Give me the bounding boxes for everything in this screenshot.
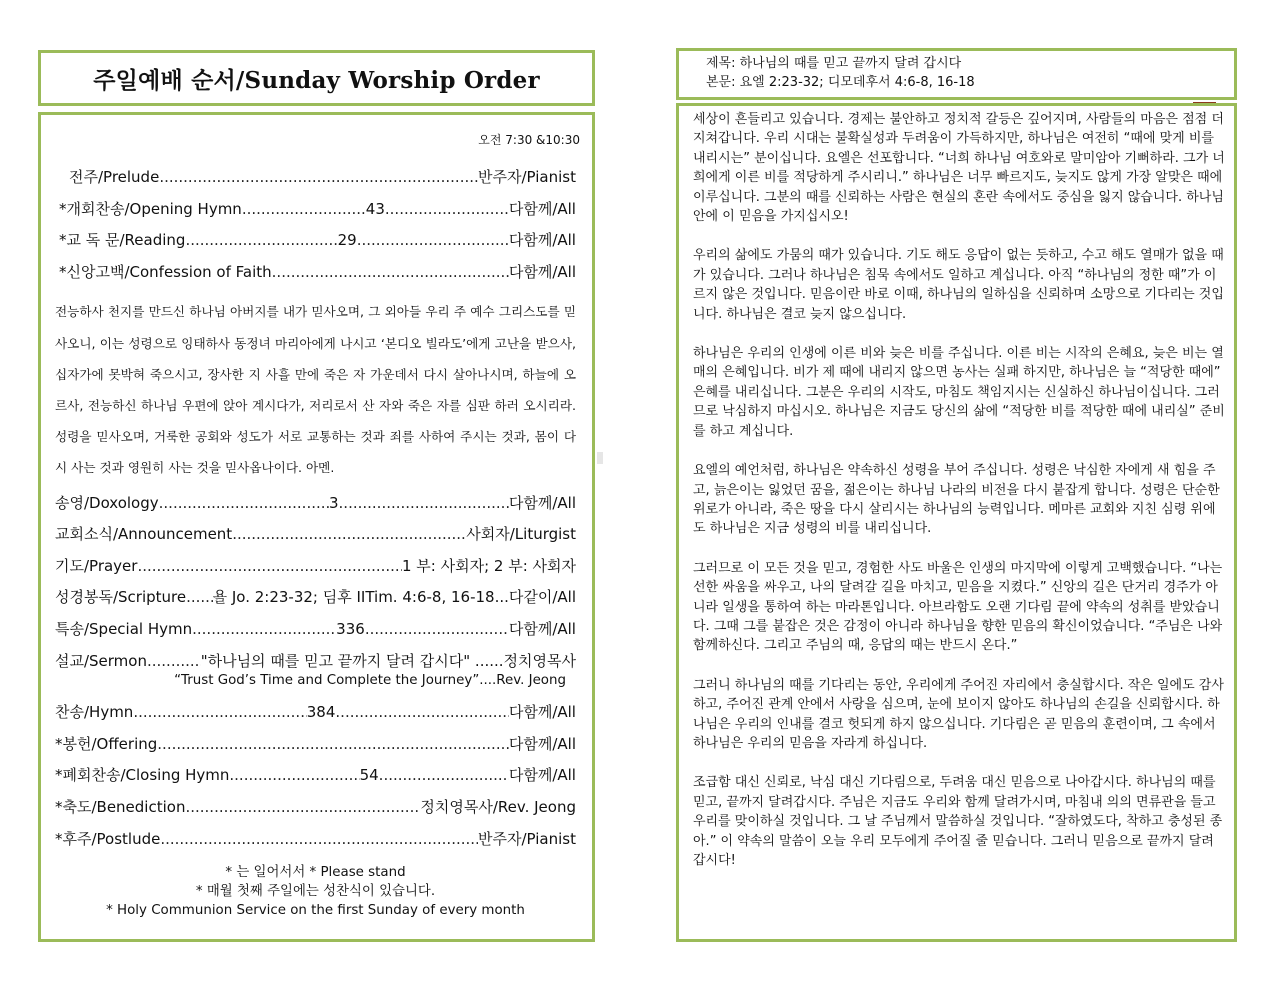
order-item-leader: 다함께/All: [508, 199, 576, 218]
order-item-label: *신앙고백/Confession of Faith: [59, 262, 272, 281]
sermon-english-title: “Trust God’s Time and Complete the Journey”....Rev. Jeong: [174, 673, 566, 689]
order-item-label: *봉헌/Offering: [55, 734, 158, 753]
page-title: 주일예배 순서/Sunday Worship Order: [93, 66, 540, 94]
sermon-paragraph: 하나님은 우리의 인생에 이른 비와 늦은 비를 주십니다. 이른 비는 시작의 은혜요, 늦은 비는 열매의 은혜입니다. 비가 제 때에 내리지 않으면 농사는 실패 하지만, 하나님은 늘 “적당한 때에” 은혜를 내리십니다. 그분은 우리의 시작도, 마침도 책임지시는 신실하신 하나님이십니다. 그러므로 낙심하지 마십시오. 하나님은 지금도 당신의 삶에 “적당한 비를 적당한 때에 내리실” 준비를 하고 계십니다.: [693, 346, 1225, 439]
order-item-leader: 반주자/Pianist: [478, 829, 576, 848]
order-row: [55, 488, 576, 520]
order-item-leader: "하나님의 때를 믿고 끝까지 달려 갑시다" ......정치영목사: [200, 651, 576, 670]
order-list-middle: [55, 488, 576, 678]
note-communion-en: * Holy Communion Service on the first Sunday of every month: [106, 903, 525, 919]
note-stand: * 는 일어서서 * Please stand: [225, 865, 406, 881]
leader-dots: [379, 760, 509, 792]
service-time: 오전 7:30 &10:30: [478, 133, 580, 147]
order-item-label: *교 독 문/Reading: [59, 231, 186, 250]
order-row: [55, 824, 576, 856]
leader-dots: [365, 614, 509, 646]
order-row: [55, 729, 576, 761]
order-item-leader: 욜 Jo. 2:23-32; 딤후 IITim. 4:6-8, 16-18...다같이/All: [212, 588, 576, 607]
order-item-leader: 다함께/All: [508, 262, 576, 281]
order-item-number: 3: [328, 493, 339, 512]
order-row: [55, 225, 576, 257]
leader-dots: [272, 257, 509, 289]
order-item-leader: 다함께/All: [508, 766, 576, 785]
leader-dots: [185, 225, 337, 257]
sermon-body: [676, 103, 1237, 942]
sermon-title: 제목: 하나님의 때를 믿고 끝까지 달려 갑시다: [706, 56, 962, 71]
sermon-paragraph: 조급함 대신 신뢰로, 낙심 대신 기다림으로, 두려움 대신 믿음으로 나아갑시다. 하나님의 때를 믿고, 끝까지 달려갑시다. 주님은 지금도 우리와 함께 달려가시며, 마침내 의의 면류관을 들고 우리를 맞이하실 것입니다. 그 날 주님께서 말씀하실 것입니다. “잘하였도다, 착하고 충성된 종아.” 이 약속의 말씀이 오늘 우리 모두에게 주어질 줄 믿습니다. 그러니 믿음으로 끝까지 달려 갑시다!: [693, 775, 1223, 868]
order-item-number: 336: [336, 619, 365, 638]
order-item-leader: 다함께/All: [508, 231, 576, 250]
order-row: [55, 697, 576, 729]
order-item-number: 54: [359, 766, 379, 785]
leader-dots: [160, 824, 478, 856]
leader-dots: [159, 488, 329, 520]
notes: [55, 863, 576, 920]
leader-dots: [186, 582, 213, 614]
leader-dots: [335, 697, 508, 729]
order-item-number: 43: [365, 199, 385, 218]
title-box: [38, 50, 595, 106]
order-item-leader: 다함께/All: [508, 619, 576, 638]
order-item-label: *폐회찬송/Closing Hymn: [55, 766, 230, 785]
leader-dots: [137, 551, 402, 583]
leader-dots: [185, 792, 420, 824]
order-item-label: 찬송/Hymn: [55, 703, 134, 722]
order-item-label: *축도/Benediction: [55, 797, 186, 816]
order-item-label: 특송/Special Hymn: [55, 619, 193, 638]
sermon-scripture: 본문: 요엘 2:23-32; 디모데후서 4:6-8, 16-18: [706, 75, 975, 90]
order-row: [55, 760, 576, 792]
leader-dots: [157, 729, 509, 761]
order-item-label: 교회소식/Announcement: [55, 525, 233, 544]
order-row: [55, 614, 576, 646]
leader-dots: [339, 488, 509, 520]
order-item-leader: 다함께/All: [508, 493, 576, 512]
order-item-label: *후주/Postlude: [55, 829, 161, 848]
order-item-label: 설교/Sermon: [55, 651, 147, 670]
order-item-label: *개회찬송/Opening Hymn: [59, 199, 242, 218]
order-item-label: 기도/Prayer: [55, 556, 138, 575]
order-list-top: [55, 162, 576, 288]
sermon-paragraph: 그러니 하나님의 때를 기다리는 동안, 우리에게 주어진 자리에서 충실합시다. 작은 일에도 감사하고, 주어진 관계 안에서 사랑을 심으며, 눈에 보이지 않아도 하나님의 손길을 신뢰합시다. 하나님은 우리의 인내를 결코 헛되게 하지 않으십니다. 기다림은 곧 믿음의 훈련이며, 그 속에서 하나님은 우리의 믿음을 자라게 하십니다.: [693, 677, 1224, 751]
leader-dots: [159, 162, 478, 194]
order-list-bottom: [55, 697, 576, 855]
leader-dots: [232, 519, 466, 551]
note-communion-ko: * 매월 첫째 주일에는 성찬식이 있습니다.: [195, 884, 436, 900]
order-item-number: 29: [337, 231, 357, 250]
leader-dots: [133, 697, 306, 729]
order-item-leader: 1 부: 사회자; 2 부: 사회자: [401, 556, 576, 575]
order-row: [55, 194, 576, 226]
divider-mark: [597, 452, 603, 464]
order-item-leader: 반주자/Pianist: [478, 168, 576, 186]
order-item-label: 성경봉독/Scripture: [55, 588, 187, 607]
sermon-paragraph: 그러므로 이 모든 것을 믿고, 경험한 사도 바울은 인생의 마지막에 이렇게 고백했습니다. “나는 선한 싸움을 싸우고, 나의 달려갈 길을 마치고, 믿음을 지켰다.” 신앙의 길은 단거리 경주가 아니라 일생을 통하여 하는 마라톤입니다. 아브라함도 오랜 기다림 끝에 약속의 성취를 받았습니다. 그때 그를 붙잡은 것은 감정이 아니라 하나님을 향한 믿음의 확신이었습니다. “주님은 나와 함께하신다. 그리고 주님의 때, 응답의 때는 반드시 온다.”: [693, 560, 1223, 654]
sermon-paragraph: 우리의 삶에도 가뭄의 때가 있습니다. 기도 해도 응답이 없는 듯하고, 수고 해도 열매가 없을 때가 있습니다. 그러나 하나님은 침묵 속에서도 일하고 계십니다. 아직 “하나님의 정한 때”가 이르지 않은 것입니다. 믿음이란 바로 이때, 하나님의 일하심을 신뢰하며 소망으로 기다리는 것입니다. 하나님은 결코 늦지 않으십니다.: [693, 248, 1224, 322]
sermon-paragraph: 요엘의 예언처럼, 하나님은 약속하신 성령을 부어 주십니다. 성령은 낙심한 자에게 새 힘을 주고, 늙은이는 잃었던 꿈을, 젊은이는 하나님 나라의 비전을 다시 붙잡게 합니다. 성령은 단순한 위로가 아니라, 죽은 땅을 다시 살리시는 하나님의 능력입니다. 메마른 교회와 지친 심령 위에도 하나님은 지금 성령의 비를 내리십니다.: [693, 463, 1220, 537]
order-row: [55, 582, 576, 614]
order-item-label: 송영/Doxology: [55, 493, 159, 512]
sermon-header: [676, 48, 1237, 100]
leader-dots: [385, 194, 509, 226]
leader-dots: [357, 225, 509, 257]
apostles-creed: 전능하사 천지를 만드신 하나님 아버지를 내가 믿사오며, 그 외아들 우리 주 예수 그리스도를 믿사오니, 이는 성령으로 잉태하사 동정녀 마리아에게 나시고 ‘본디오 빌라도’에게 고난을 받으사, 십자가에 못박혀 죽으시고, 장사한 지 사흘 만에 죽은 자 가운데서 다시 살아나시며, 하늘에 오르사, 전능하신 하나님 우편에 앉아 계시다가, 저리로서 산 자와 죽은 자를 심판 하러 오시리라. 성령을 믿사오며, 거룩한 공회와 성도가 서로 교통하는 것과 죄를 사하여 주시는 것과, 몸이 다시 사는 것과 영원히 사는 것을 믿사옵나이다. 아멘.: [55, 304, 576, 476]
order-row: [55, 257, 576, 289]
worship-order-panel: [38, 112, 595, 942]
order-row: [55, 551, 576, 583]
leader-dots: [229, 760, 359, 792]
order-item-leader: 사회자/Liturgist: [466, 525, 576, 544]
order-row: [55, 162, 576, 194]
order-item-label: 전주/Prelude: [69, 168, 160, 186]
order-item-leader: 정치영목사/Rev. Jeong: [420, 797, 576, 816]
leader-dots: [242, 194, 366, 226]
order-item-leader: 다함께/All: [508, 734, 576, 753]
order-item-leader: 다함께/All: [508, 703, 576, 722]
sermon-paragraph: 세상이 흔들리고 있습니다. 경제는 불안하고 정치적 갈등은 깊어지며, 사람들의 마음은 점점 더 지쳐갑니다. 우리 시대는 불확실성과 두려움이 가득하지만, 하나님은 여전히 “때에 맞게 비를 내리시는” 분이십니다. 요엘은 선포합니다. “너희 하나님 여호와로 말미암아 기뻐하라. 그가 너희에게 이른 비를 적당하게 주시리니.” 하나님은 너무 빠르지도, 늦지도 않게 가장 알맞은 때에 이루십니다. 그분의 때를 신뢰하는 사람은 현실의 혼란 속에서도 중심을 잃지 않습니다. 하나님 안에 이 믿음을 가지십시오!: [693, 112, 1225, 225]
order-row: [55, 792, 576, 824]
order-item-number: 384: [306, 703, 336, 722]
order-row: [55, 519, 576, 551]
leader-dots: [192, 614, 336, 646]
